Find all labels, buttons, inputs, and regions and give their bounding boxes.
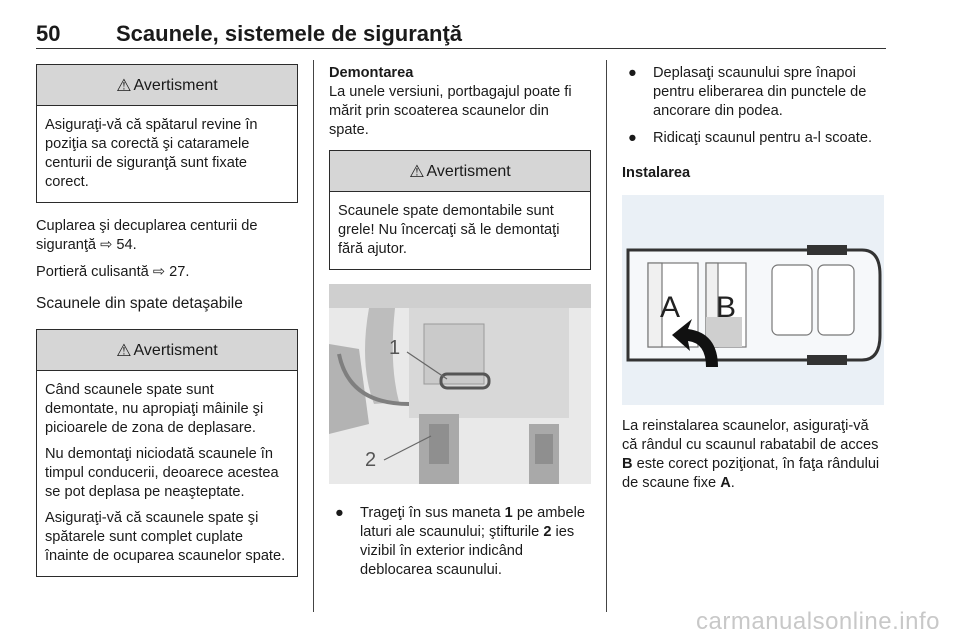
warning-icon: ⚠ <box>409 161 425 181</box>
warning-box <box>329 150 591 270</box>
reference-arrow-icon: ⇨ <box>152 264 166 280</box>
warning-body <box>330 192 590 269</box>
warning-icon: ⚠ <box>116 340 132 360</box>
seat-lever-illustration <box>329 284 591 484</box>
section-heading: Scaunele din spate detaşabile <box>36 295 243 312</box>
page-header <box>36 20 886 49</box>
instruction-bullet: ● Trageţi în sus maneta 1 pe ambele laturi ale scaunului; ştifturile 2 ies vizibil în exterior indicând deblocarea scaunului. <box>335 505 586 578</box>
paragraph-belts: Cuplarea şi decuplarea centurii de siguranţă ⇨ 54. <box>36 218 258 253</box>
column-middle <box>329 64 591 588</box>
warning-title: Avertisment <box>133 341 218 359</box>
warning-box <box>36 64 298 203</box>
warning-text: Când scaunele spate sunt demontate, nu apropiaţi mâinile şi picioarele de zona de deplasare. <box>45 382 264 436</box>
page-number: 50 <box>36 21 61 46</box>
column-right <box>622 64 888 501</box>
warning-box <box>36 329 298 577</box>
bullet-icon: ● <box>628 65 637 81</box>
warning-title: Avertisment <box>133 76 218 94</box>
subheading-removal: Demontarea <box>329 65 414 81</box>
figure-label-b: B <box>716 291 737 324</box>
warning-icon: ⚠ <box>116 75 132 95</box>
instruction-bullet: ● Deplasaţi scaunului spre înapoi pentru eliberarea din punctele de ancorare din podea. <box>628 65 867 119</box>
warning-text: Asiguraţi-vă că scaunele spate şi spătarele sunt complet cuplate înainte de ocuparea scaunelor spate. <box>45 510 286 564</box>
warning-header <box>37 65 297 106</box>
warning-title: Avertisment <box>426 162 511 180</box>
warning-body <box>37 371 297 576</box>
page-title: Scaunele, sistemele de siguranţă <box>116 21 463 46</box>
paragraph-reinstall: La reinstalarea scaunelor, asiguraţi-vă că rândul cu scaunul rabatabil de acces B este corect poziţionat, în faţa rândului de scaune fixe A. <box>622 418 880 491</box>
warning-text: Asiguraţi-vă că spătarul revine în poziţia sa corectă şi cataramele centurii de siguranţă sunt fixate corect. <box>45 117 258 190</box>
paragraph-door: Portieră culisantă ⇨ 27. <box>36 264 190 280</box>
seat-layout-illustration <box>622 195 884 405</box>
column-left <box>36 64 298 591</box>
column-divider-1 <box>313 60 314 612</box>
reference-arrow-icon: ⇨ <box>100 237 113 253</box>
page-reference[interactable]: 54. <box>116 237 137 253</box>
watermark: carmanualsonline.info <box>696 608 940 635</box>
warning-text: Nu demontaţi niciodată scaunele în timpul conducerii, deoarece acestea se pot deplasa pe neaşteptate. <box>45 446 279 500</box>
instruction-bullet: ● Ridicaţi scaunul pentru a-l scoate. <box>628 130 873 146</box>
warning-text: Scaunele spate demontabile sunt grele! Nu încercaţi să le demontaţi fără ajutor. <box>338 203 560 257</box>
bullet-icon: ● <box>628 130 637 146</box>
paragraph-intro: La unele versiuni, portbagajul poate fi mărit prin scoaterea scaunelor din spate. <box>329 84 572 138</box>
warning-header <box>37 330 297 371</box>
figure-label-a: A <box>660 291 681 324</box>
column-divider-2 <box>606 60 607 612</box>
bullet-icon: ● <box>335 505 344 521</box>
subheading-installation: Instalarea <box>622 165 691 181</box>
figure-label-1: 1 <box>389 337 401 359</box>
warning-body <box>37 106 297 202</box>
figure-label-2: 2 <box>365 449 377 471</box>
warning-header <box>330 151 590 192</box>
page-reference[interactable]: 27. <box>169 264 190 280</box>
